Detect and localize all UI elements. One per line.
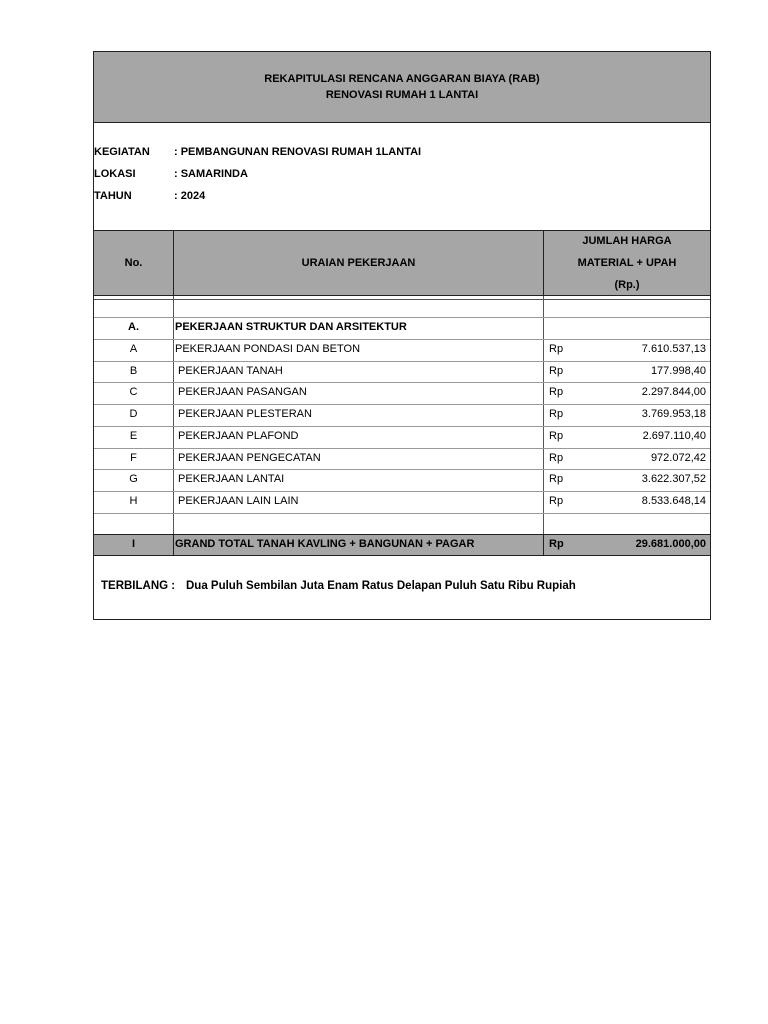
- row-no: H: [129, 495, 138, 507]
- column-header-desc: URAIAN PEKERJAAN: [301, 257, 416, 269]
- row-no: G: [129, 473, 138, 485]
- row-amount: 972.072,42: [650, 452, 706, 464]
- info-value: : PEMBANGUNAN RENOVASI RUMAH 1LANTAI: [174, 146, 422, 158]
- total-currency: Rp: [549, 538, 564, 550]
- row-no: C: [129, 386, 138, 398]
- row-desc: PEKERJAAN PLESTERAN: [175, 408, 312, 420]
- row-desc: PEKERJAAN PONDASI DAN BETON: [175, 343, 361, 355]
- row-amount: 2.697.110,40: [642, 430, 706, 442]
- table-row: [94, 491, 710, 512]
- total-amount: 29.681.000,00: [635, 538, 706, 550]
- row-amount: 3.622.307,52: [641, 473, 706, 485]
- row-currency: Rp: [549, 473, 564, 485]
- row-currency: Rp: [549, 452, 564, 464]
- column-header-amount: JUMLAH HARGA MATERIAL + UPAH (Rp.): [577, 235, 677, 291]
- table-row: [94, 469, 710, 490]
- row-currency: Rp: [549, 343, 564, 355]
- row-desc: PEKERJAAN LANTAI: [175, 473, 285, 485]
- terbilang-label: TERBILANG :: [101, 580, 176, 592]
- table-header: [94, 230, 710, 296]
- row-no: F: [130, 452, 137, 464]
- table-row: [94, 382, 710, 403]
- document-title: REKAPITULASI RENCANA ANGGARAN BIAYA (RAB): [264, 73, 540, 85]
- section-row: [94, 317, 710, 338]
- row-currency: Rp: [549, 386, 564, 398]
- info-label: LOKASI: [94, 168, 136, 180]
- table-row: [94, 339, 710, 360]
- row-currency: Rp: [549, 365, 564, 377]
- section-no: A.: [128, 321, 139, 333]
- row-currency: Rp: [549, 495, 564, 507]
- row-desc: PEKERJAAN PLAFOND: [175, 430, 299, 442]
- row-amount: 2.297.844,00: [641, 386, 706, 398]
- title-band: [94, 52, 710, 123]
- row-no: B: [129, 365, 138, 377]
- row-no: D: [129, 408, 138, 420]
- row-no: A: [129, 343, 138, 355]
- row-amount: 8.533.648,14: [641, 495, 706, 507]
- info-value: : 2024: [174, 190, 206, 202]
- row-desc: PEKERJAAN LAIN LAIN: [175, 495, 299, 507]
- terbilang-value: Dua Puluh Sembilan Juta Enam Ratus Delapan Puluh Satu Ribu Rupiah: [186, 580, 576, 592]
- rab-sheet: [93, 51, 711, 620]
- total-desc: GRAND TOTAL TANAH KAVLING + BANGUNAN + PAGAR: [175, 538, 475, 550]
- column-header-no: No.: [124, 257, 143, 269]
- total-no: I: [131, 538, 136, 550]
- row-amount: 177.998,40: [650, 365, 706, 377]
- document-subtitle: RENOVASI RUMAH 1 LANTAI: [325, 89, 479, 101]
- row-currency: Rp: [549, 430, 564, 442]
- grand-total-row: [94, 534, 710, 556]
- row-amount: 7.610.537,13: [641, 343, 706, 355]
- row-desc: PEKERJAAN TANAH: [175, 365, 283, 377]
- row-no: E: [129, 430, 138, 442]
- table-row: [94, 426, 710, 447]
- table-row: [94, 404, 710, 425]
- table-row: [94, 361, 710, 382]
- table-row: [94, 448, 710, 469]
- row-desc: PEKERJAAN PASANGAN: [175, 386, 307, 398]
- row-amount: 3.769.953,18: [641, 408, 706, 420]
- row-currency: Rp: [549, 408, 564, 420]
- row-desc: PEKERJAAN PENGECATAN: [175, 452, 321, 464]
- info-label: TAHUN: [94, 190, 132, 202]
- section-title: PEKERJAAN STRUKTUR DAN ARSITEKTUR: [175, 321, 407, 333]
- info-value: : SAMARINDA: [174, 168, 248, 180]
- info-label: KEGIATAN: [94, 146, 150, 158]
